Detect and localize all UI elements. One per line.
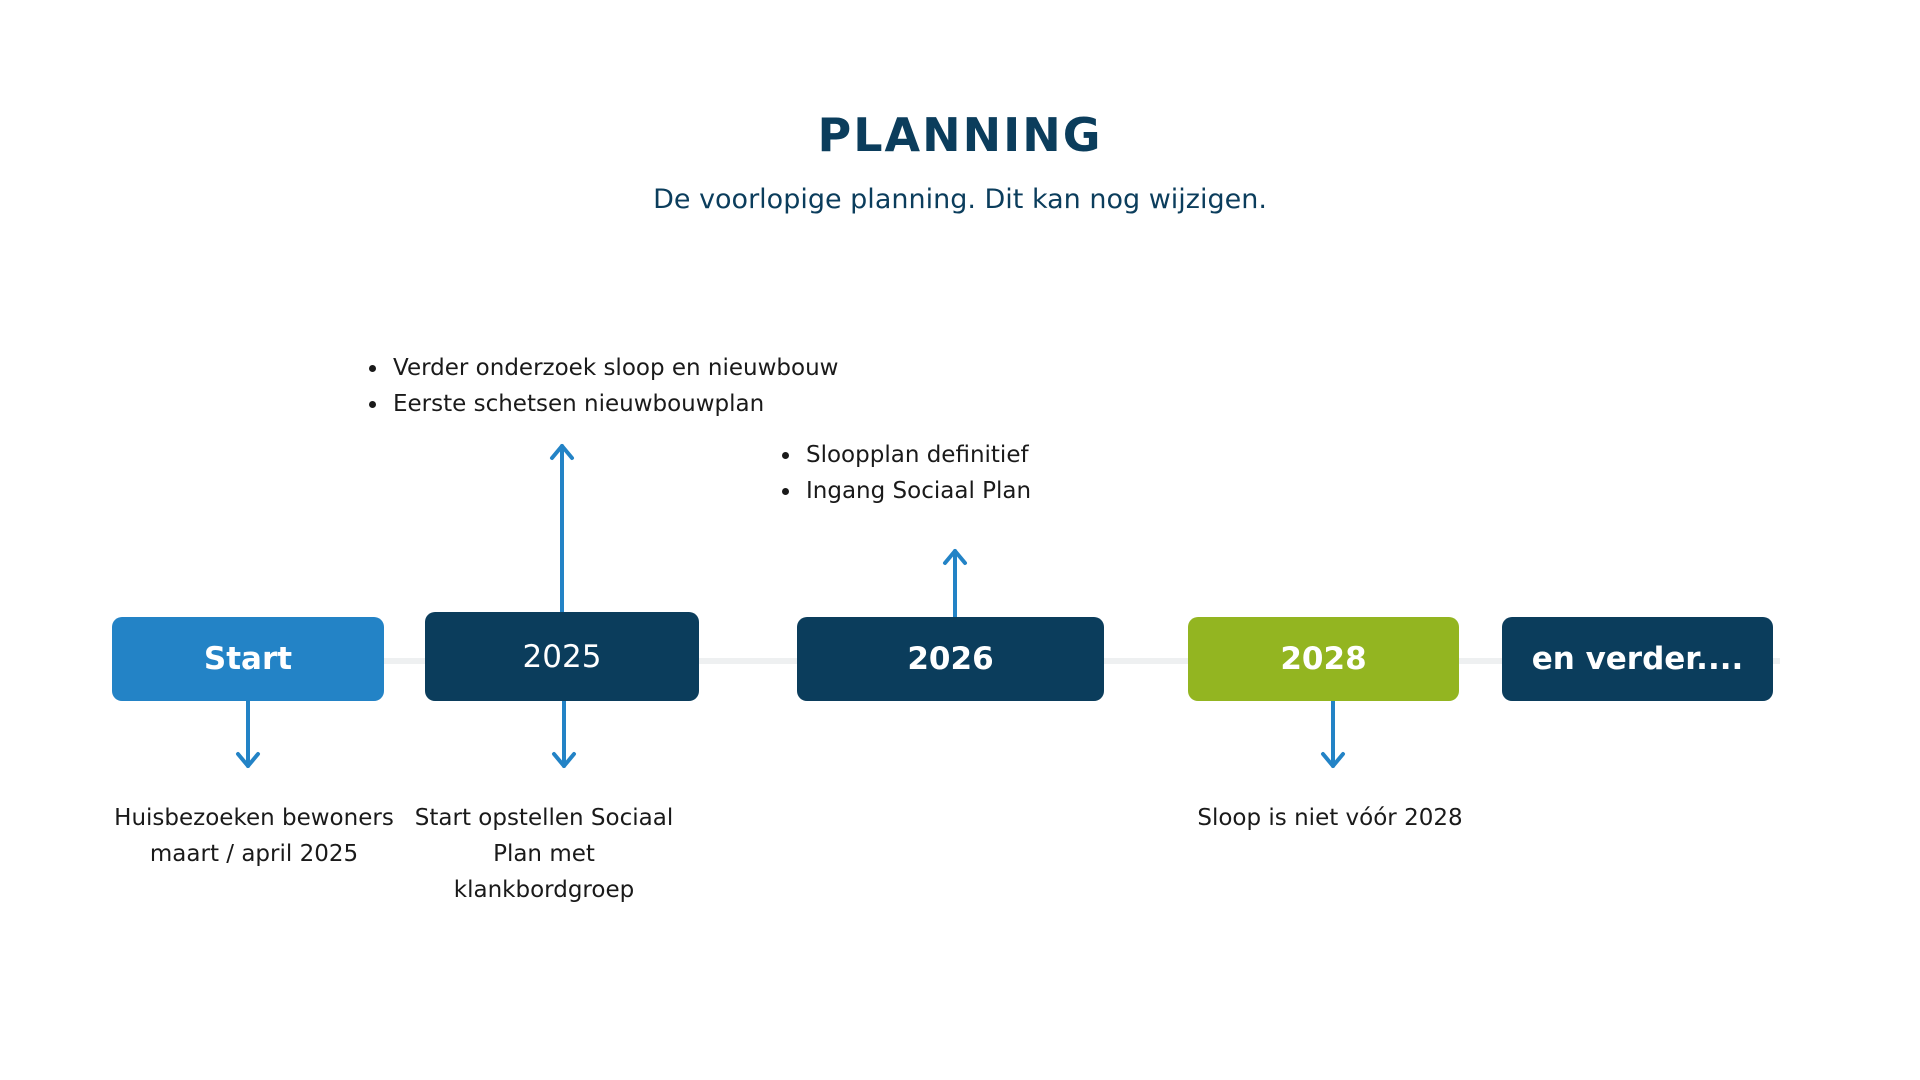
bullets-2026 (775, 437, 1031, 509)
arrow-up-2025 (552, 446, 572, 612)
arrow-down-2028 (1323, 701, 1343, 766)
milestone-2025: 2025 (425, 612, 699, 701)
note-2028: Sloop is niet vóór 2028 (1197, 805, 1463, 831)
milestone-en-verder: en verder.... (1502, 617, 1773, 701)
milestone-2026: 2026 (797, 617, 1104, 701)
note-2025: Start opstellen Sociaal Plan met klankbordgroep (414, 805, 674, 903)
arrow-up-2026 (945, 551, 965, 617)
arrow-down-2025 (554, 701, 574, 766)
milestone-2028: 2028 (1188, 617, 1459, 701)
list-item: • Sloopplan definitief (802, 437, 1031, 473)
list-item: • Eerste schetsen nieuwbouwplan (389, 386, 838, 422)
note-start: Huisbezoeken bewoners maart / april 2025 (114, 805, 394, 867)
list-item: • Verder onderzoek sloop en nieuwbouw (389, 350, 838, 386)
bullets-2025 (362, 350, 838, 422)
arrow-down-start (238, 701, 258, 766)
milestone-start: Start (112, 617, 384, 701)
page-title: PLANNING (817, 108, 1103, 162)
page-subtitle: De voorlopige planning. Dit kan nog wijzigen. (653, 184, 1267, 215)
list-item: • Ingang Sociaal Plan (802, 473, 1031, 509)
